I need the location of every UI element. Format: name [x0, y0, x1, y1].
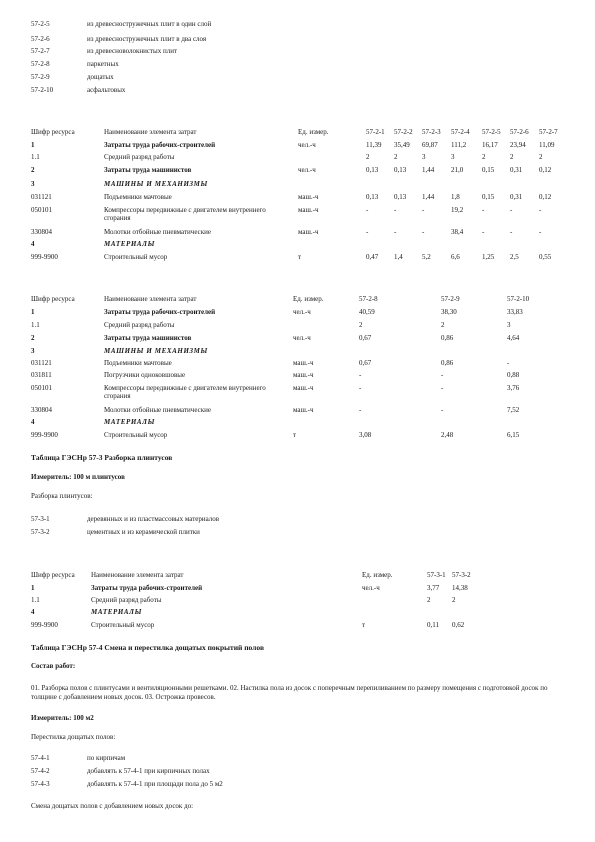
- table-cell: 5,2: [422, 253, 431, 261]
- section-intro: Разборка плинтусов:: [31, 492, 93, 500]
- table-cell: 0,13: [366, 193, 379, 201]
- table-cell: 0,86: [441, 359, 454, 367]
- table-cell: 6,6: [451, 253, 460, 261]
- table-row-unit: маш.-ч: [293, 406, 314, 414]
- table-row-code: 1.1: [31, 321, 40, 329]
- table-cell: 1,44: [422, 166, 435, 174]
- table-row-unit: маш.-ч: [293, 359, 314, 367]
- table-header-col: 57-2-9: [441, 295, 460, 303]
- table-cell: 2: [394, 153, 398, 161]
- list-item-text: добавлять к 57-4-1 при площади пола до 5 м2: [87, 780, 223, 788]
- table-row-name: Компрессоры передвижные с двигателем внутреннего сгорания: [104, 384, 266, 400]
- table-header-col: 57-2-4: [451, 128, 470, 136]
- table-row-unit: маш.-ч: [298, 228, 319, 236]
- table-header-col: 57-2-3: [422, 128, 441, 136]
- table-cell: 6,15: [507, 431, 520, 439]
- table-cell: 2,48: [441, 431, 454, 439]
- table-row-name: Строительный мусор: [91, 621, 155, 629]
- table-header-name: Наименование элемента затрат: [91, 571, 184, 579]
- table-cell: 1,8: [451, 193, 460, 201]
- table-cell: 0,67: [359, 359, 372, 367]
- table-cell: -: [422, 228, 425, 236]
- section-title: Таблица ГЭСНр 57-3 Разборка плинтусов: [31, 453, 173, 462]
- table-cell: 0,13: [394, 193, 407, 201]
- table-row-name: Средний разряд работы: [91, 596, 162, 604]
- section-footer: Смена дощатых полов с добавлением новых досок до:: [31, 802, 194, 810]
- table-cell: -: [366, 206, 369, 214]
- table-cell: 0,31: [510, 193, 523, 201]
- table-cell: 3: [451, 153, 455, 161]
- table-row-name: МАШИНЫ И МЕХАНИЗМЫ: [104, 180, 208, 188]
- table-cell: -: [482, 206, 485, 214]
- table-cell: 0,62: [452, 621, 465, 629]
- list-item-text: по кирпичам: [87, 754, 126, 762]
- table-row-name: Затраты труда рабочих-строителей: [104, 308, 216, 316]
- table-row-unit: чел.-ч: [298, 166, 316, 174]
- list-item-code: 57-4-1: [31, 754, 50, 762]
- table-row-code: 4: [31, 608, 35, 616]
- table-row-code: 999-9900: [31, 431, 58, 439]
- table-row-code: 330804: [31, 228, 52, 236]
- table-cell: 0,15: [482, 166, 495, 174]
- table-row-name: Погрузчики одноковшовые: [104, 371, 186, 379]
- list-item-text: из древесностружечных плит в один слой: [87, 20, 212, 28]
- list-item-code: 57-3-2: [31, 528, 50, 536]
- table-header-col: 57-2-6: [510, 128, 529, 136]
- table-cell: 2: [482, 153, 486, 161]
- table-row-unit: чел.-ч: [293, 308, 311, 316]
- table-row-code: 031121: [31, 193, 52, 201]
- table-row-unit: чел.-ч: [298, 141, 316, 149]
- table-row-unit: чел.-ч: [293, 334, 311, 342]
- table-row-code: 031121: [31, 359, 52, 367]
- table-cell: -: [539, 228, 542, 236]
- table-cell: 14,38: [452, 584, 468, 592]
- table-cell: 2: [452, 596, 456, 604]
- table-row-name: Строительный мусор: [104, 253, 168, 261]
- table-row-unit: маш.-ч: [293, 384, 314, 392]
- table-cell: 0,47: [366, 253, 379, 261]
- list-item-code: 57-2-8: [31, 60, 50, 68]
- table-cell: -: [507, 359, 510, 367]
- table-header-col: 57-2-8: [359, 295, 378, 303]
- table-cell: 2: [441, 321, 445, 329]
- table-cell: 2: [539, 153, 543, 161]
- table-cell: 3,08: [359, 431, 372, 439]
- table-cell: -: [422, 206, 425, 214]
- table-cell: -: [394, 206, 397, 214]
- table-cell: 0,12: [539, 166, 552, 174]
- table-cell: 23,94: [510, 141, 526, 149]
- table-cell: -: [482, 228, 485, 236]
- table-row-unit: маш.-ч: [293, 371, 314, 379]
- table-cell: 3: [422, 153, 426, 161]
- table-row-name: Подъемники мачтовые: [104, 193, 172, 201]
- table-header-name: Наименование элемента затрат: [104, 128, 197, 136]
- table-header-col: 57-2-7: [539, 128, 558, 136]
- table-cell: 4,64: [507, 334, 520, 342]
- table-row-unit: маш.-ч: [298, 206, 319, 214]
- table-cell: -: [441, 371, 444, 379]
- table-cell: 7,52: [507, 406, 520, 414]
- table-header-unit: Ед. измер.: [298, 128, 329, 136]
- table-row-code: 1.1: [31, 596, 40, 604]
- table-row-code: 999-9900: [31, 253, 58, 261]
- list-item-code: 57-2-7: [31, 47, 50, 55]
- table-cell: 33,83: [507, 308, 523, 316]
- table-row-code: 3: [31, 347, 35, 355]
- table-row-name: Средний разряд работы: [104, 153, 175, 161]
- table-cell: 1,44: [422, 193, 435, 201]
- list-item-text: асфальтовых: [87, 86, 126, 94]
- table-cell: 0,13: [394, 166, 407, 174]
- table-cell: -: [510, 206, 513, 214]
- list-item-text: деревянных и из пластмассовых материалов: [87, 515, 220, 523]
- list-item-code: 57-2-10: [31, 86, 54, 94]
- measure-label: Измеритель: 100 м2: [31, 714, 94, 722]
- table-cell: 1,25: [482, 253, 495, 261]
- table-row-name: МАШИНЫ И МЕХАНИЗМЫ: [104, 347, 208, 355]
- table-header-col: 57-2-1: [366, 128, 385, 136]
- table-cell: 3: [507, 321, 511, 329]
- table-row-name: МАТЕРИАЛЫ: [91, 608, 142, 616]
- composition-text: 01. Разборка полов с плинтусами и вентиляционными решетками. 02. Настилка пола из досок с поперечным перепиливанием по размеру помещения с подготовкой досок по толщине с добавлением новых досок. 03. Острожка провесов.: [31, 684, 548, 701]
- table-row-code: 4: [31, 418, 35, 426]
- table-cell: -: [359, 371, 362, 379]
- table-cell: 69,87: [422, 141, 438, 149]
- table-header-code: Шифр ресурса: [31, 128, 75, 136]
- table-cell: 0,86: [441, 334, 454, 342]
- table-row-name: Средний разряд работы: [104, 321, 175, 329]
- table-row-unit: маш.-ч: [298, 193, 319, 201]
- table-cell: 2: [510, 153, 514, 161]
- table-header-col: 57-3-2: [452, 571, 471, 579]
- table-row-name: Молотки отбойные пневматические: [104, 228, 211, 236]
- table-cell: 35,49: [394, 141, 410, 149]
- table-row-name: Затраты труда рабочих-строителей: [91, 584, 203, 592]
- table-cell: 19,2: [451, 206, 464, 214]
- table-cell: 0,11: [427, 621, 439, 629]
- table-row-name: Молотки отбойные пневматические: [104, 406, 211, 414]
- table-cell: 16,17: [482, 141, 498, 149]
- table-row-code: 2: [31, 166, 35, 174]
- table-row-code: 050101: [31, 206, 52, 214]
- table-header-col: 57-2-10: [507, 295, 530, 303]
- table-cell: 0,12: [539, 193, 552, 201]
- table-row-code: 330804: [31, 406, 52, 414]
- table-cell: 40,59: [359, 308, 375, 316]
- table-header-code: Шифр ресурса: [31, 571, 75, 579]
- table-row-code: 031811: [31, 371, 52, 379]
- list-item-code: 57-4-3: [31, 780, 50, 788]
- table-cell: 0,67: [359, 334, 372, 342]
- table-cell: 0,88: [507, 371, 520, 379]
- table-row-code: 999-9900: [31, 621, 58, 629]
- list-item-code: 57-2-5: [31, 20, 50, 28]
- measure-label: Измеритель: 100 м плинтусов: [31, 473, 125, 481]
- table-header-col: 57-2-5: [482, 128, 501, 136]
- table-row-code: 4: [31, 240, 35, 248]
- list-item-code: 57-2-6: [31, 35, 50, 43]
- table-cell: 0,31: [510, 166, 523, 174]
- table-cell: 21,0: [451, 166, 464, 174]
- table-cell: -: [394, 228, 397, 236]
- table-cell: -: [539, 206, 542, 214]
- table-row-code: 1: [31, 584, 35, 592]
- table-cell: 2: [366, 153, 370, 161]
- table-cell: 1,4: [394, 253, 403, 261]
- table-row-unit: т: [298, 253, 302, 261]
- table-cell: 3,77: [427, 584, 440, 592]
- table-cell: 2,5: [510, 253, 519, 261]
- table-cell: -: [441, 406, 444, 414]
- table-cell: 2: [427, 596, 431, 604]
- table-row-name: Затраты труда машинистов: [104, 334, 192, 342]
- table-cell: -: [359, 384, 362, 392]
- table-cell: -: [359, 406, 362, 414]
- table-cell: -: [441, 384, 444, 392]
- composition-label: Состав работ:: [31, 662, 76, 670]
- table-header-col: 57-2-2: [394, 128, 413, 136]
- table-header-col: 57-3-1: [427, 571, 446, 579]
- table-row-name: МАТЕРИАЛЫ: [104, 418, 155, 426]
- list-item-code: 57-4-2: [31, 767, 50, 775]
- table-row-code: 1.1: [31, 153, 40, 161]
- table-cell: 0,13: [366, 166, 379, 174]
- table-row-name: Затраты труда рабочих-строителей: [104, 141, 216, 149]
- table-cell: 0,55: [539, 253, 552, 261]
- table-cell: -: [510, 228, 513, 236]
- list-item-text: дощатых: [87, 73, 114, 81]
- table-header-unit: Ед. измер.: [362, 571, 393, 579]
- table-row-name: Строительный мусор: [104, 431, 168, 439]
- table-row-code: 3: [31, 180, 35, 188]
- table-row-name: Подъемники мачтовые: [104, 359, 172, 367]
- table-row-code: 1: [31, 141, 35, 149]
- list-item-text: добавлять к 57-4-1 при кирпичных полах: [87, 767, 210, 775]
- list-item-code: 57-2-9: [31, 73, 50, 81]
- list-item-text: из древесностружечных плит в два слоя: [87, 35, 207, 43]
- table-row-code: 050101: [31, 384, 52, 392]
- table-row-code: 1: [31, 308, 35, 316]
- section-title: Таблица ГЭСНр 57-4 Смена и перестилка дощатых покрытий полов: [31, 643, 265, 652]
- table-cell: 3,76: [507, 384, 520, 392]
- table-cell: 11,39: [366, 141, 382, 149]
- list-item-text: цементных и из керамической плитки: [87, 528, 200, 536]
- table-row-name: Компрессоры передвижные с двигателем внутреннего сгорания: [104, 206, 266, 222]
- section-intro: Перестилка дощатых полов:: [31, 733, 116, 741]
- table-cell: 38,4: [451, 228, 464, 236]
- list-item-text: из древесноволокнистых плит: [87, 47, 178, 55]
- list-item-text: паркетных: [87, 60, 119, 68]
- table-row-code: 2: [31, 334, 35, 342]
- table-cell: 111,2: [451, 141, 467, 149]
- table-cell: 38,30: [441, 308, 457, 316]
- list-item-code: 57-3-1: [31, 515, 50, 523]
- table-cell: 0,15: [482, 193, 495, 201]
- table-row-unit: чел.-ч: [362, 584, 380, 592]
- table-header-unit: Ед. измер.: [293, 295, 324, 303]
- table-row-unit: т: [362, 621, 366, 629]
- table-row-unit: т: [293, 431, 297, 439]
- table-row-name: МАТЕРИАЛЫ: [104, 240, 155, 248]
- table-cell: -: [366, 228, 369, 236]
- table-header-code: Шифр ресурса: [31, 295, 75, 303]
- table-header-name: Наименование элемента затрат: [104, 295, 197, 303]
- table-row-name: Затраты труда машинистов: [104, 166, 192, 174]
- table-cell: 2: [359, 321, 363, 329]
- table-cell: 11,09: [539, 141, 555, 149]
